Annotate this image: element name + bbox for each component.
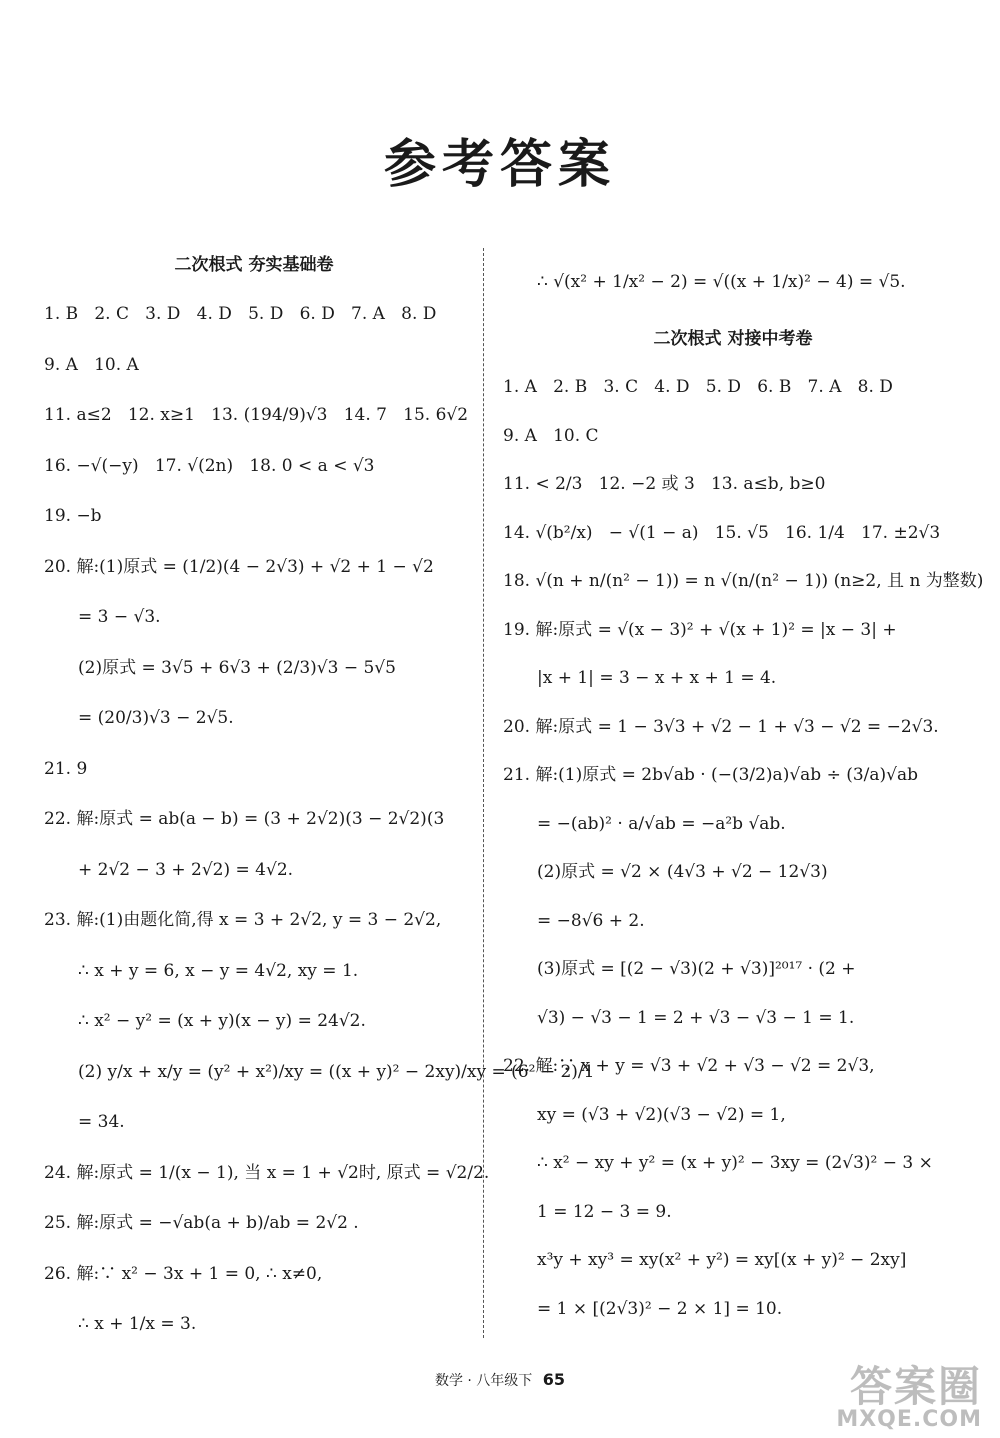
answer-line: = −(ab)² · a/√ab = −a²b √ab. [537, 813, 786, 834]
answer-line: ∴ x + y = 6, x − y = 4√2, xy = 1. [78, 960, 359, 981]
answer-line: (3)原式 = [(2 − √3)(2 + √3)]²⁰¹⁷ · (2 + [537, 959, 856, 979]
watermark-logo [798, 1354, 988, 1432]
watermark-text-cn: 答案圈 [849, 1362, 982, 1411]
right-column [503, 262, 984, 1333]
watermark-text-en: MXQE.COM [836, 1407, 982, 1432]
answer-line: 1. B 2. C 3. D 4. D 5. D 6. D 7. A 8. D [44, 304, 437, 324]
answer-line: 11. < 2/3 12. −2 或 3 13. a≤b, b≥0 [503, 474, 826, 494]
answer-line: √3) − √3 − 1 = 2 + √3 − √3 − 1 = 1. [537, 1007, 855, 1028]
answer-line: = (20/3)√3 − 2√5. [78, 708, 234, 728]
answer-line: 26. 解:∵ x² − 3x + 1 = 0, ∴ x≠0, [44, 1263, 323, 1284]
answer-line: 20. 解:原式 = 1 − 3√3 + √2 − 1 + √3 − √2 = −2√3. [503, 716, 939, 737]
section-heading-basic: 二次根式 夯实基础卷 [174, 255, 334, 275]
answer-line: 21. 9 [44, 758, 88, 779]
answer-line: xy = (√3 + √2)(√3 − √2) = 1, [537, 1104, 786, 1125]
section-heading-exam: 二次根式 对接中考卷 [653, 329, 813, 349]
answer-line: 21. 解:(1)原式 = 2b√ab · (−(3/2)a)√ab ÷ (3/a)√ab [503, 765, 919, 785]
answer-line: 19. 解:原式 = √(x − 3)² + √(x + 1)² = |x − 3| + [503, 619, 897, 640]
answer-line: (2) y/x + x/y = (y² + x²)/xy = ((x + y)² − 2xy)/xy = (6² − 2)/1 [78, 1061, 595, 1082]
answer-line: 9. A 10. A [44, 354, 139, 375]
answer-line: (2)原式 = √2 × (4√3 + √2 − 12√3) [537, 862, 828, 882]
answer-line: 22. 解:原式 = ab(a − b) = (3 + 2√2)(3 − 2√2)(3 [44, 809, 445, 829]
answer-line: 23. 解:(1)由题化简,得 x = 3 + 2√2, y = 3 − 2√2, [44, 910, 442, 930]
answer-line: 1. A 2. B 3. C 4. D 5. D 6. B 7. A 8. D [503, 377, 893, 397]
answer-line: 1 = 12 − 3 = 9. [537, 1201, 672, 1222]
answer-line: ∴ √(x² + 1/x² − 2) = √((x + 1/x)² − 4) = √5. [537, 272, 906, 292]
answer-line: 22. 解:∵ x + y = √3 + √2 + √3 − √2 = 2√3, [503, 1056, 875, 1076]
answer-line: + 2√2 − 3 + 2√2) = 4√2. [78, 859, 294, 880]
answer-line: = 3 − √3. [78, 607, 161, 627]
answer-line: 25. 解:原式 = −√ab(a + b)/ab = 2√2 . [44, 1213, 359, 1233]
answer-line: 24. 解:原式 = 1/(x − 1), 当 x = 1 + √2时, 原式 = √2/2. [44, 1162, 490, 1183]
answer-line: = 1 × [(2√3)² − 2 × 1] = 10. [537, 1298, 783, 1319]
answer-line: 16. −√(−y) 17. √(2n) 18. 0 < a < √3 [44, 455, 375, 476]
page-title: 参考答案 [383, 135, 616, 195]
answer-line: ∴ x² − xy + y² = (x + y)² − 3xy = (2√3)² − 3 × [537, 1153, 933, 1173]
answer-line: 14. √(b²/x) − √(1 − a) 15. √5 16. 1/4 17. ±2√3 [503, 522, 941, 543]
answer-line: = 34. [78, 1112, 125, 1132]
answer-list-exam [503, 363, 984, 1333]
answer-line: 11. a≤2 12. x≥1 13. (194/9)√3 14. 7 15. 6√2 [44, 405, 469, 425]
answer-line: x³y + xy³ = xy(x² + y²) = xy[(x + y)² − 2xy] [537, 1250, 907, 1270]
answer-line: |x + 1| = 3 − x + x + 1 = 4. [537, 668, 777, 688]
footer-label: 数学 · 八年级下 [434, 1373, 533, 1389]
page-number: 65 [542, 1370, 566, 1389]
answer-line: ∴ x + 1/x = 3. [78, 1314, 197, 1334]
answer-line: 20. 解:(1)原式 = (1/2)(4 − 2√3) + √2 + 1 − √2 [44, 556, 434, 577]
answer-line: 19. −b [44, 506, 102, 526]
answer-line: 9. A 10. C [503, 425, 599, 446]
answer-continuation [503, 262, 963, 302]
answer-line: 18. √(n + n/(n² − 1)) = n √(n/(n² − 1)) (n≥2, 且 n 为整数) [503, 571, 984, 591]
answer-line: (2)原式 = 3√5 + 6√3 + (2/3)√3 − 5√5 [78, 657, 396, 678]
answer-line: ∴ x² − y² = (x + y)(x − y) = 24√2. [78, 1011, 366, 1031]
answer-line: = −8√6 + 2. [537, 910, 645, 931]
